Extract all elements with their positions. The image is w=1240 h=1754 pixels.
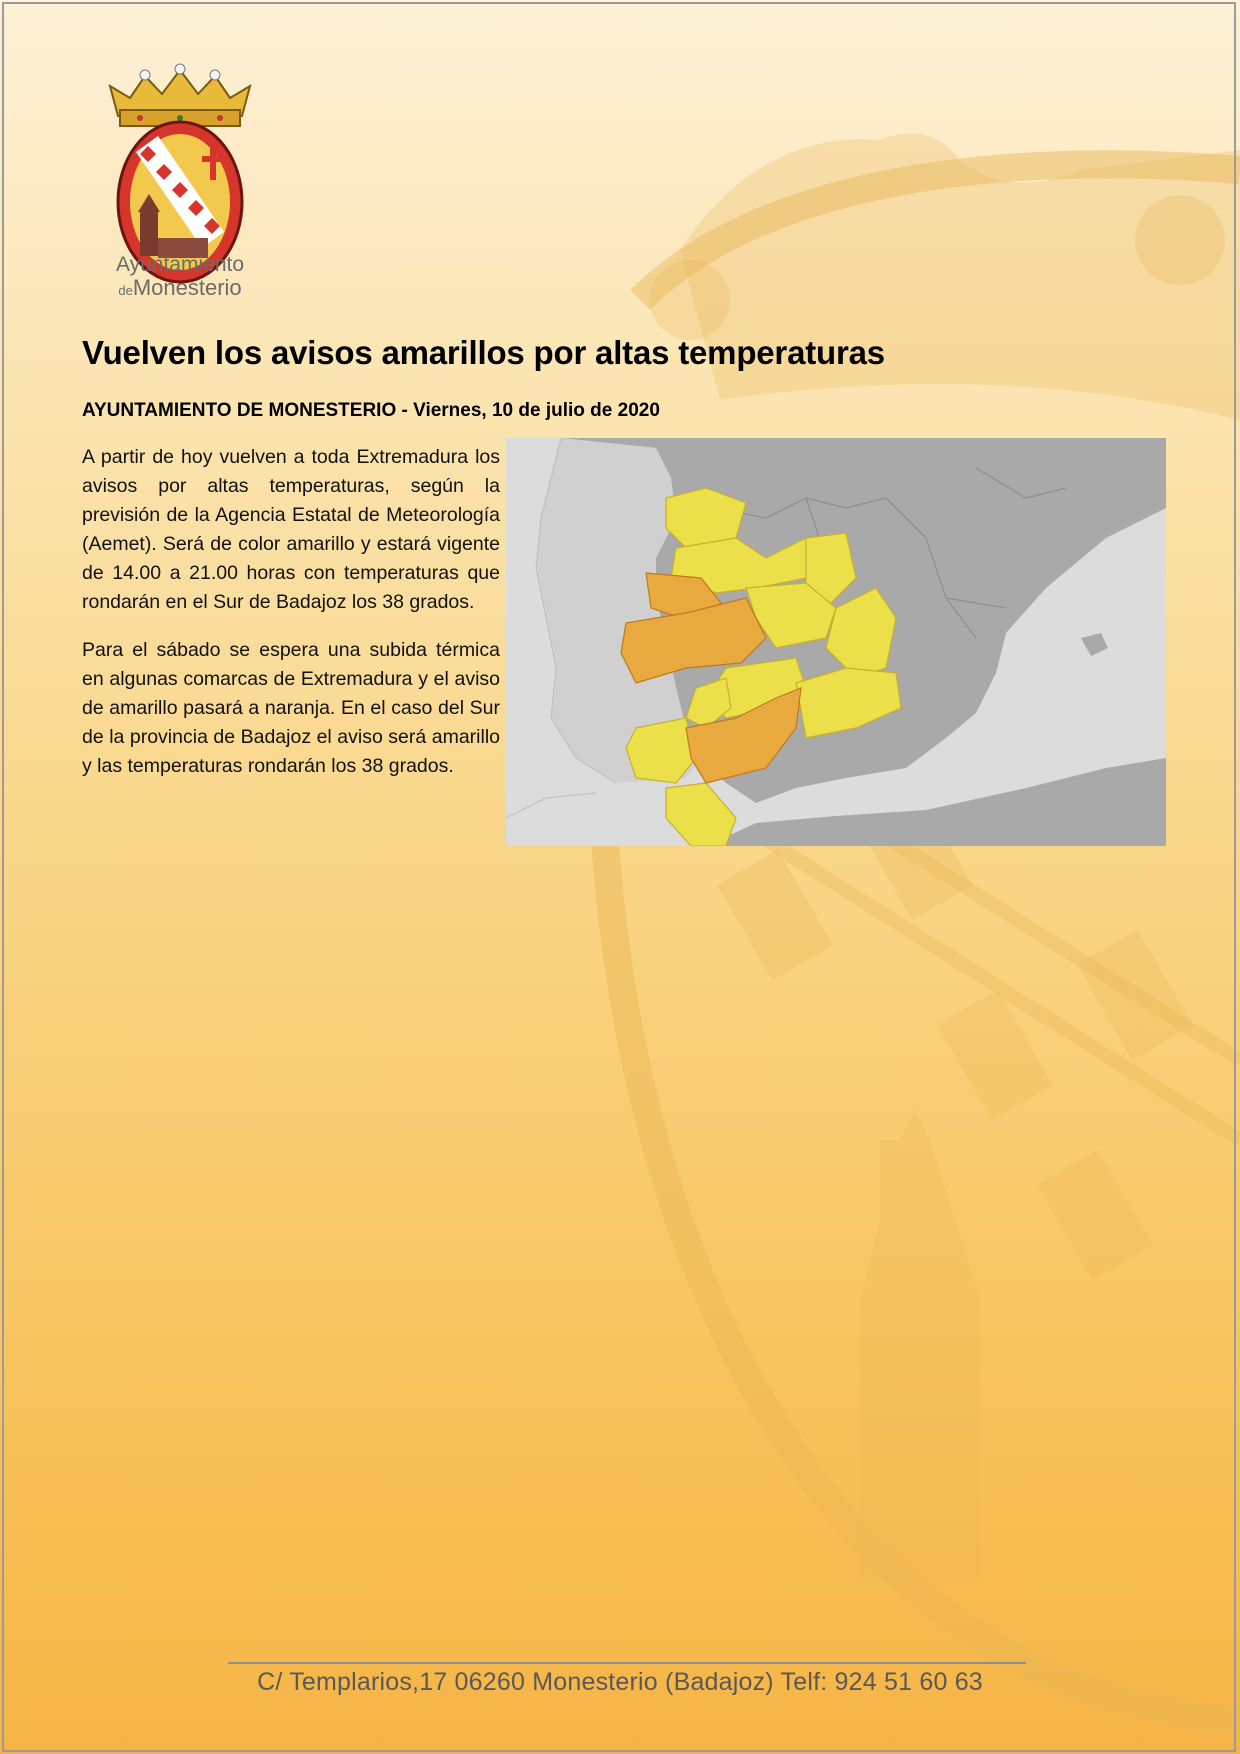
warning-map [506,438,1166,846]
warning-map-graphic [506,438,1166,846]
article-title: Vuelven los avisos amarillos por altas temperaturas [82,334,885,371]
article-subtitle: AYUNTAMIENTO DE MONESTERIO - Viernes, 10 de julio de 2020 [82,400,660,421]
article-body [82,443,500,800]
logo-line1: Ayuntamiento [115,253,245,276]
logo-line2-prefix: de [118,283,133,298]
article-paragraph: Para el sábado se espera una subida térmica en algunas comarcas de Extremadura y el aviso de amarillo pasará a naranja. En el caso del Sur de la provincia de Badajoz el aviso será amarillo y las temperaturas rondarán los 38 grados. [82,639,500,777]
municipality-name [90,254,270,299]
footer-divider [228,1662,1026,1664]
footer-address: C/ Templarios,17 06260 Monesterio (Badajoz) Telf: 924 51 60 63 [257,1668,983,1696]
article-paragraph: A partir de hoy vuelven a toda Extremadura los avisos por altas temperaturas, según la previsión de la Agencia Estatal de Meteorología (Aemet). Será de color amarillo y estará vigente de 14.00 a 21.00 horas con temperaturas que rondarán en el Sur de Badajoz los 38 grados. [82,446,500,613]
logo-line2-name: Monesterio [132,275,242,300]
logo-line2 [90,277,270,299]
